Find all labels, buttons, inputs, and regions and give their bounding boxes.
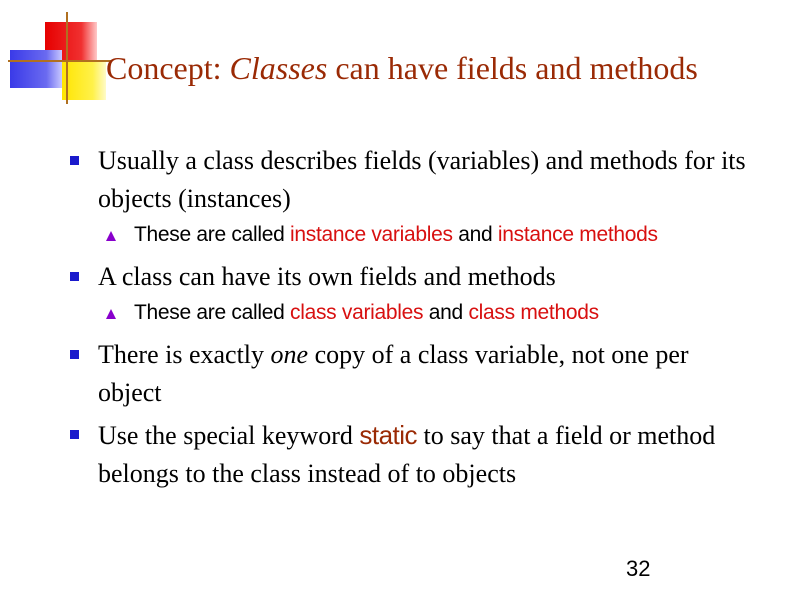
bullet-item-2 <box>66 258 746 328</box>
sub-bullet-item <box>98 220 746 250</box>
page-number: 32 <box>626 556 651 581</box>
square-bullet-icon <box>70 272 79 281</box>
title-emphasis: Classes <box>229 50 328 86</box>
emphasis-one: one <box>270 340 309 369</box>
sub-bullet-list <box>98 298 746 328</box>
term-class-variables: class variables <box>290 301 424 324</box>
sub-bullet-prefix: These are called <box>134 223 290 246</box>
yellow-square <box>62 60 106 100</box>
term-class-methods: class methods <box>468 301 599 324</box>
bullet-item-3 <box>66 336 746 412</box>
bullet-text-after: copy of a class variable, not one per object <box>98 340 689 407</box>
square-bullet-icon <box>70 156 79 165</box>
bullet-text: A class can have its own fields and methods <box>98 262 556 291</box>
title-part-3: can have fields and methods <box>327 50 698 86</box>
sub-bullet-middle: and <box>423 301 469 324</box>
decorative-logo <box>0 0 120 110</box>
blue-square <box>10 50 62 88</box>
keyword-static: static <box>359 420 418 450</box>
sub-bullet-list <box>98 220 746 250</box>
horizontal-line <box>8 60 112 62</box>
bullet-item-1 <box>66 142 746 250</box>
bullet-text-after: to say that a field or method belongs to the class instead of to objects <box>98 421 716 488</box>
term-instance-variables: instance variables <box>290 223 453 246</box>
bullet-text-before: Use the special keyword <box>98 421 360 450</box>
bullet-item-4 <box>66 416 746 493</box>
term-instance-methods: instance methods <box>497 223 658 246</box>
sub-bullet-middle: and <box>452 223 498 246</box>
square-bullet-icon <box>70 430 79 439</box>
vertical-line <box>66 12 68 104</box>
triangle-bullet-icon <box>106 309 116 319</box>
sub-bullet-prefix: These are called <box>134 301 290 324</box>
bullet-text: Usually a class describes fields (variables) and methods for its objects (instances) <box>98 146 746 213</box>
bullet-list <box>66 142 746 497</box>
title-part-1: Concept: <box>106 50 230 86</box>
triangle-bullet-icon <box>106 231 116 241</box>
square-bullet-icon <box>70 350 79 359</box>
sub-bullet-item <box>98 298 746 328</box>
bullet-text-before: There is exactly <box>98 340 271 369</box>
slide-title <box>106 50 698 87</box>
